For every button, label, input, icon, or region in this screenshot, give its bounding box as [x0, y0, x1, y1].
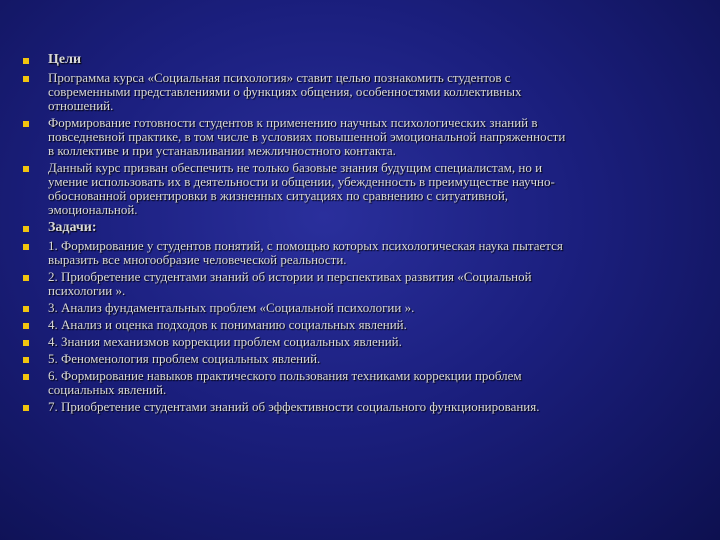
list-item	[20, 239, 680, 267]
list-item	[20, 400, 680, 414]
goals-heading	[20, 52, 680, 68]
list-item-text: 2. Приобретение студентами знаний об истории и перспективах развития «Социальной психологии ».	[48, 269, 532, 298]
list-item-text: 5. Феноменология проблем социальных явлений.	[48, 351, 321, 366]
list-item	[20, 352, 680, 366]
bullet-list	[20, 52, 680, 417]
square-bullet-icon	[23, 306, 29, 312]
square-bullet-icon	[23, 357, 29, 363]
list-item-text: Формирование готовности студентов к применению научных психологических знаний в повседневной практике, в том числе в условиях повышенной эмоциональной напряженности в коллективе и при устанавливании межличностного контакта.	[48, 115, 566, 158]
square-bullet-icon	[23, 58, 29, 64]
square-bullet-icon	[23, 374, 29, 380]
square-bullet-icon	[23, 405, 29, 411]
list-item	[20, 116, 680, 158]
square-bullet-icon	[23, 76, 29, 82]
list-item	[20, 71, 680, 113]
list-item	[20, 318, 680, 332]
goals-heading-text: Цели	[48, 52, 82, 67]
square-bullet-icon	[23, 226, 29, 232]
square-bullet-icon	[23, 340, 29, 346]
list-item-text: Данный курс призван обеспечить не только базовые знания будущим специалистам, но и умение использовать их в деятельности и общении, убежденность в преимуществе научно- обоснованной ориентировки в жизненных ситуациях по сравнению с ситуативной, эмоциональной.	[48, 160, 555, 217]
list-item	[20, 301, 680, 315]
list-item-text: Программа курса «Социальная психология» ставит целью познакомить студентов с современными представлениями о функциях общения, особенностями коллективных отношений.	[48, 70, 522, 113]
tasks-heading	[20, 220, 680, 236]
list-item	[20, 161, 680, 217]
square-bullet-icon	[23, 121, 29, 127]
list-item-text: 4. Анализ и оценка подходов к пониманию социальных явлений.	[48, 317, 407, 332]
square-bullet-icon	[23, 166, 29, 172]
square-bullet-icon	[23, 244, 29, 250]
square-bullet-icon	[23, 275, 29, 281]
list-item-text: 7. Приобретение студентами знаний об эффективности социального функционирования.	[48, 399, 540, 414]
list-item	[20, 270, 680, 298]
tasks-heading-text: Задачи:	[48, 220, 97, 235]
square-bullet-icon	[23, 323, 29, 329]
list-item-text: 3. Анализ фундаментальных проблем «Социальной психологии ».	[48, 300, 415, 315]
list-item-text: 1. Формирование у студентов понятий, с помощью которых психологическая наука пытается выразить все многообразие человеческой реальности.	[48, 238, 563, 267]
list-item-text: 4. Знания механизмов коррекции проблем социальных явлений.	[48, 334, 402, 349]
list-item	[20, 335, 680, 349]
list-item	[20, 369, 680, 397]
list-item-text: 6. Формирование навыков практического пользования техниками коррекции проблем социальных явлений.	[48, 368, 522, 397]
